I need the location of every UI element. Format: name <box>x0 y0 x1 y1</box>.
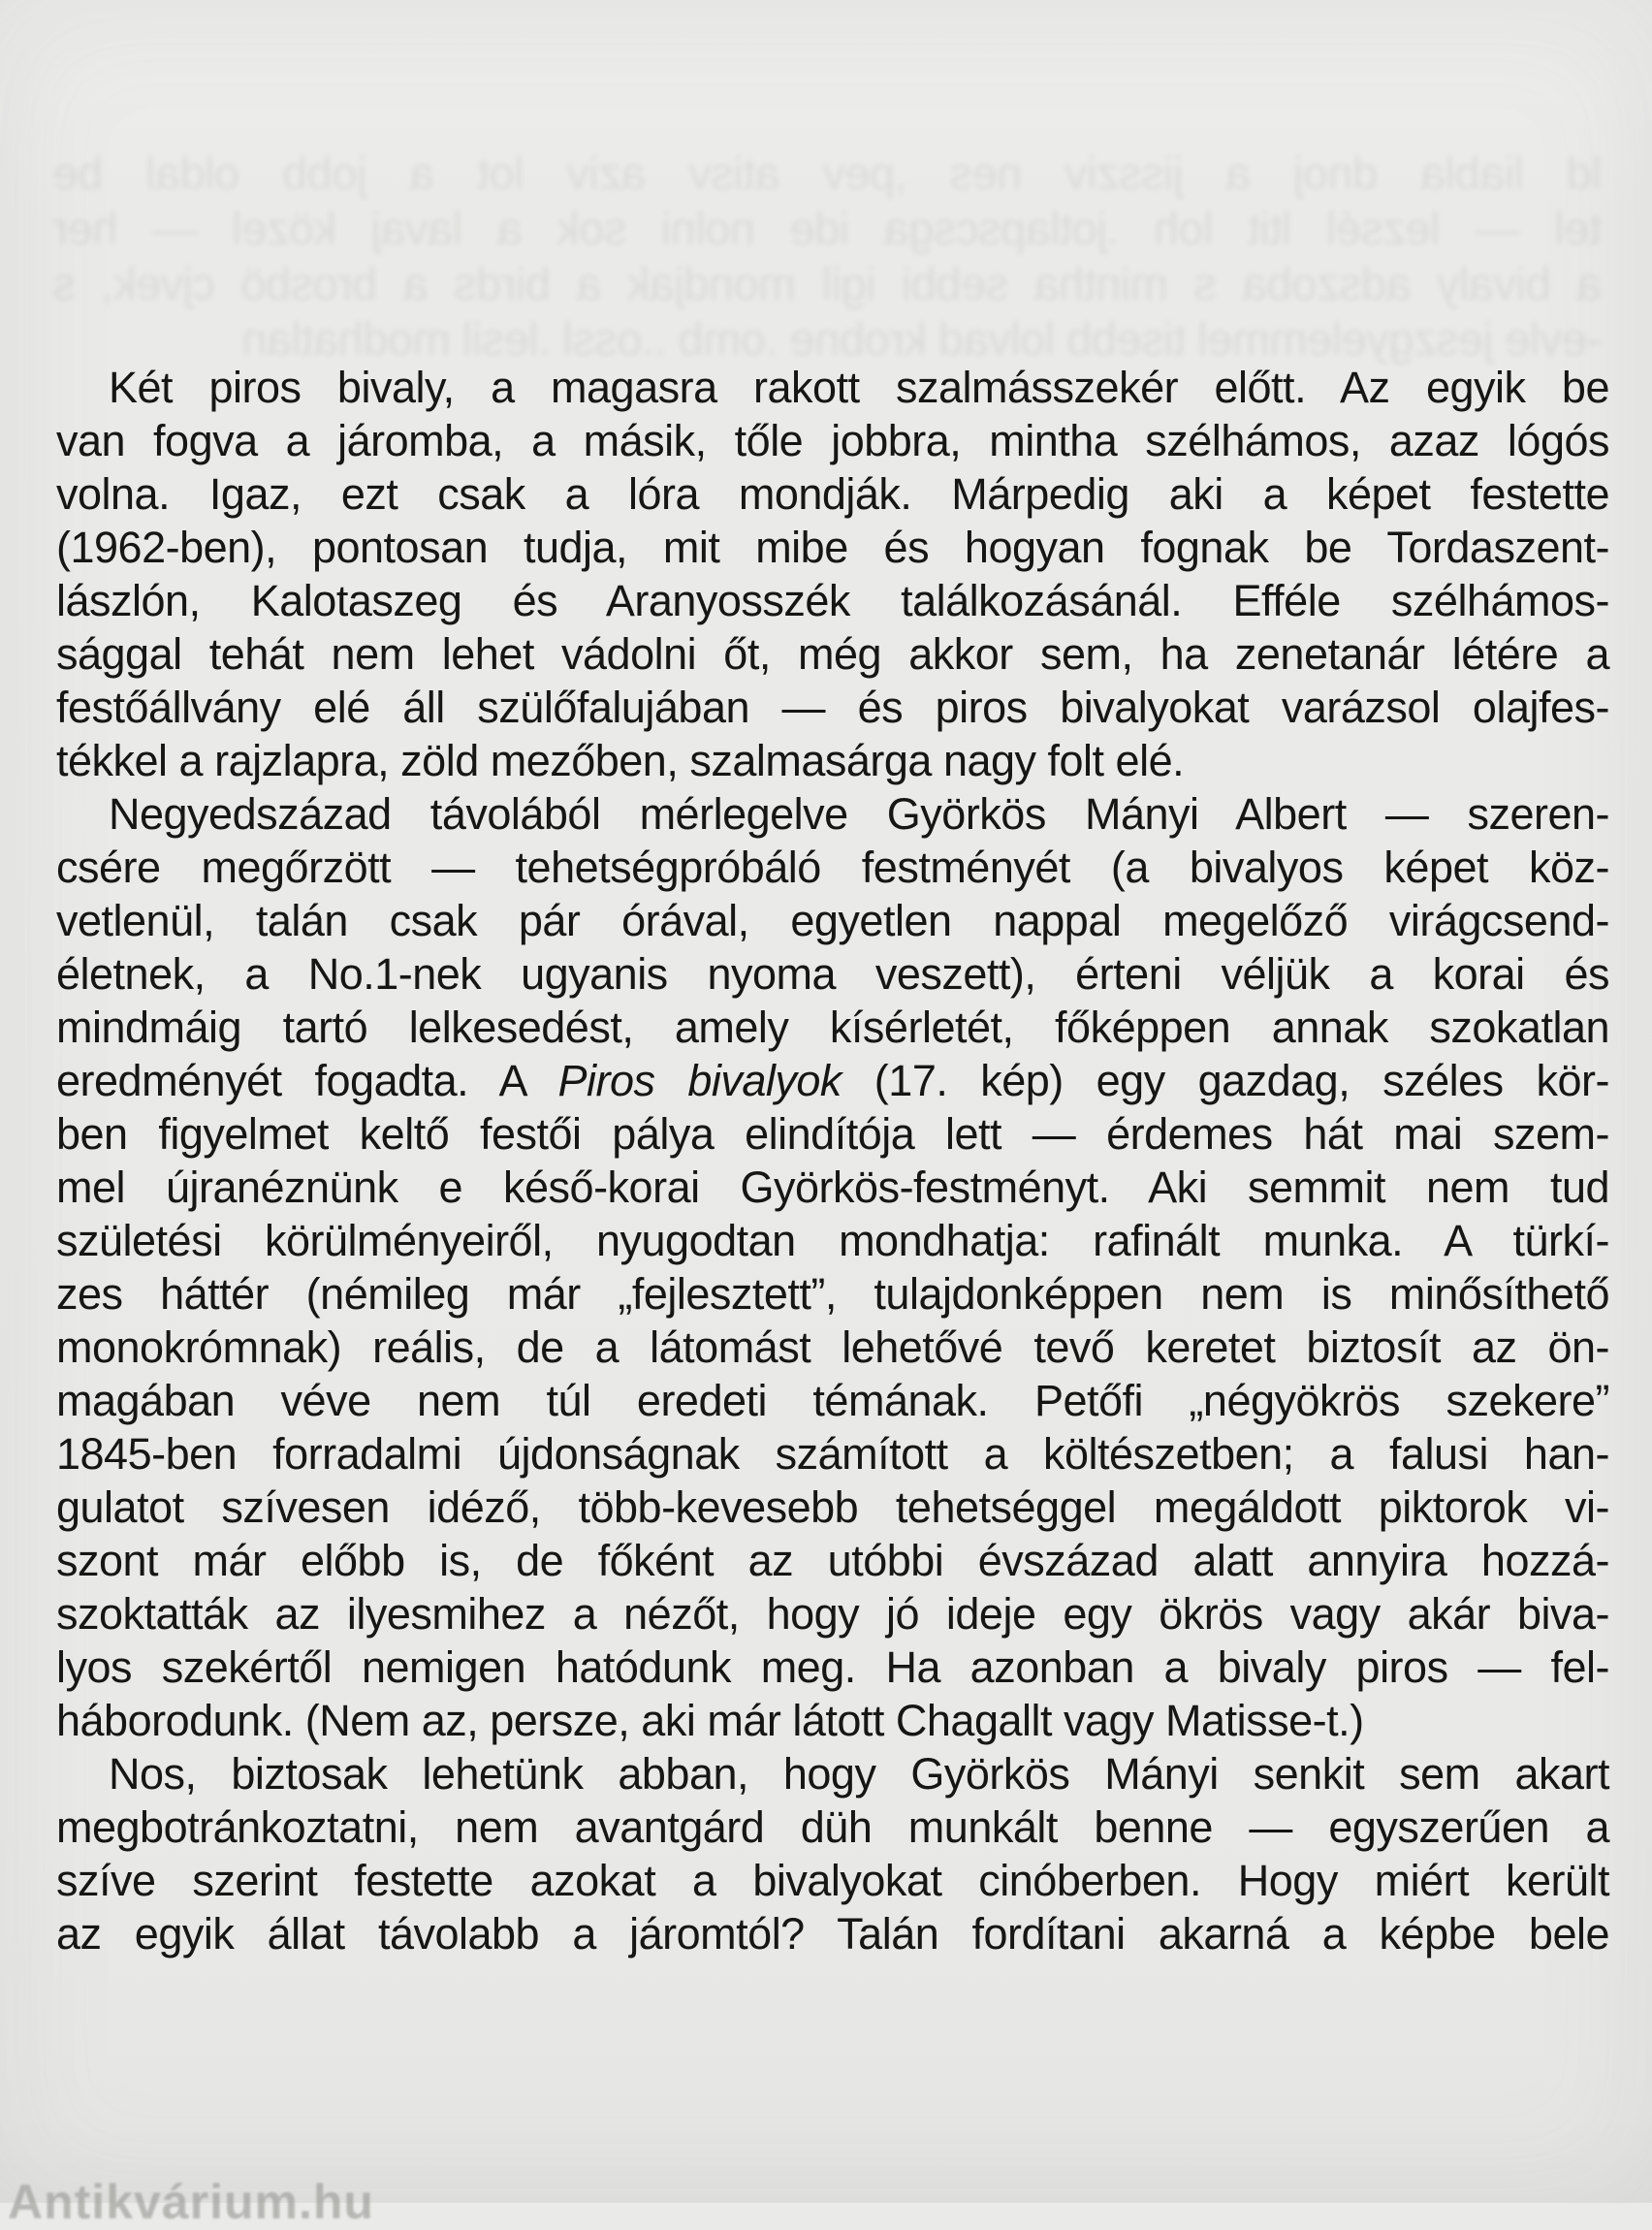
text-line: az egyik állat távolabb a járomtól? Talán fordítani akarná a képbe bele <box>56 1909 1609 1959</box>
text-line: sággal tehát nem lehet vádolni őt, még akkor sem, ha zenetanár létére a <box>56 629 1609 679</box>
paragraph <box>56 361 1609 787</box>
text-line: lyos szekértől nemigen hatódunk meg. Ha azonban a bivaly piros — fel- <box>56 1642 1609 1692</box>
antikvarium-watermark: Antikvárium.hu <box>8 2175 374 2229</box>
text-line: van fogva a járomba, a másik, tőle jobbra, mintha szélhámos, azaz lógós <box>56 416 1609 465</box>
text-line: Negyedszázad távolából mérlegelve Györkös Mányi Albert — szeren- <box>109 789 1609 839</box>
show-through-line: -evle jeszgyelemmel tisebb lolvad krobne .omb ..ossl .lesil modhatlan <box>241 313 1602 365</box>
text-line: monokrómnak) reális, de a látomást lehetővé tevő keretet biztosít az ön- <box>56 1322 1609 1372</box>
text-line: lászlón, Kalotaszeg és Aranyosszék találkozásánál. Efféle szélhámos- <box>56 576 1609 625</box>
text-line: életnek, a No.1-nek ugyanis nyoma veszett), érteni véljük a korai és <box>56 949 1609 999</box>
text-line: mindmáig tartó lelkesedést, amely kísérletét, főképpen annak szokatlan <box>56 1003 1609 1052</box>
text-block <box>56 361 1609 1960</box>
text-segment: (17. kép) egy gazdag, széles kör- <box>841 1056 1609 1105</box>
show-through-line: tel — lezsél ltit loh .jotlapscsga ide nolni sok a lavaj közel — her <box>53 203 1602 254</box>
text-line <box>56 1054 1609 1107</box>
text-segment: eredményét fogadta. A <box>56 1056 558 1105</box>
text-line: csére megőrzött — tehetségpróbáló festményét (a bivalyos képet köz- <box>56 843 1609 892</box>
text-line: szíve szerint festette azokat a bivalyokat cinóberben. Hogy miért került <box>56 1856 1609 1905</box>
show-through-text <box>53 145 1602 366</box>
text-line: magában véve nem túl eredeti témának. Petőfi „négyökrös szekere” <box>56 1376 1609 1425</box>
show-through-line: a bivaly adszoba s mintha sebbi igil mondjak a birds a brosbö cjvek, s <box>53 258 1602 309</box>
text-line: ben figyelmet keltő festői pálya elindítója lett — érdemes hát mai szem- <box>56 1109 1609 1159</box>
italic-title-segment: Piros bivalyok <box>557 1056 842 1105</box>
text-line: születési körülményeiről, nyugodtan mondhatja: rafinált munka. A türkí- <box>56 1216 1609 1265</box>
text-line: vetlenül, talán csak pár órával, egyetlen nappal megelőző virágcsend- <box>56 896 1609 945</box>
text-line: megbotránkoztatni, nem avantgárd düh munkált benne — egyszerűen a <box>56 1802 1609 1852</box>
text-line: tékkel a rajzlapra, zöld mezőben, szalmasárga nagy folt elé. <box>56 736 1185 785</box>
text-line: volna. Igaz, ezt csak a lóra mondják. Márpedig aki a képet festette <box>56 469 1609 519</box>
paragraph <box>56 1747 1609 1960</box>
paragraph <box>56 787 1609 1747</box>
text-line: gulatot szívesen idéző, több-kevesebb tehetséggel megáldott piktorok vi- <box>56 1482 1609 1532</box>
text-line: szont már előbb is, de főként az utóbbi évszázad alatt annyira hozzá- <box>56 1536 1609 1585</box>
text-line: zes háttér (némileg már „fejlesztett”, tulajdonképpen nem is minősíthető <box>56 1269 1609 1319</box>
text-line: (1962-ben), pontosan tudja, mit mibe és hogyan fognak be Tordaszent- <box>56 523 1609 572</box>
text-line: mel újranéznünk e késő-korai Györkös-festményt. Aki semmit nem tud <box>56 1163 1609 1212</box>
text-line: szoktatták az ilyesmihez a nézőt, hogy jó ideje egy ökrös vagy akár biva- <box>56 1589 1609 1639</box>
text-line: Nos, biztosak lehetünk abban, hogy Györkös Mányi senkit sem akart <box>109 1749 1609 1799</box>
text-line: Két piros bivaly, a magasra rakott szalmásszekér előtt. Az egyik be <box>109 363 1609 412</box>
show-through-line: ld liabla dnoj a jissziv nes ,pev atisv aziv lot a jobb oldal be <box>53 147 1602 199</box>
text-line: festőállvány elé áll szülőfalujában — és piros bivalyokat varázsol olajfes- <box>56 683 1609 732</box>
text-line: háborodunk. (Nem az, persze, aki már látott Chagallt vagy Matisse-t.) <box>56 1696 1364 1745</box>
text-line: 1845-ben forradalmi újdonságnak számított a költészetben; a falusi han- <box>56 1429 1609 1479</box>
